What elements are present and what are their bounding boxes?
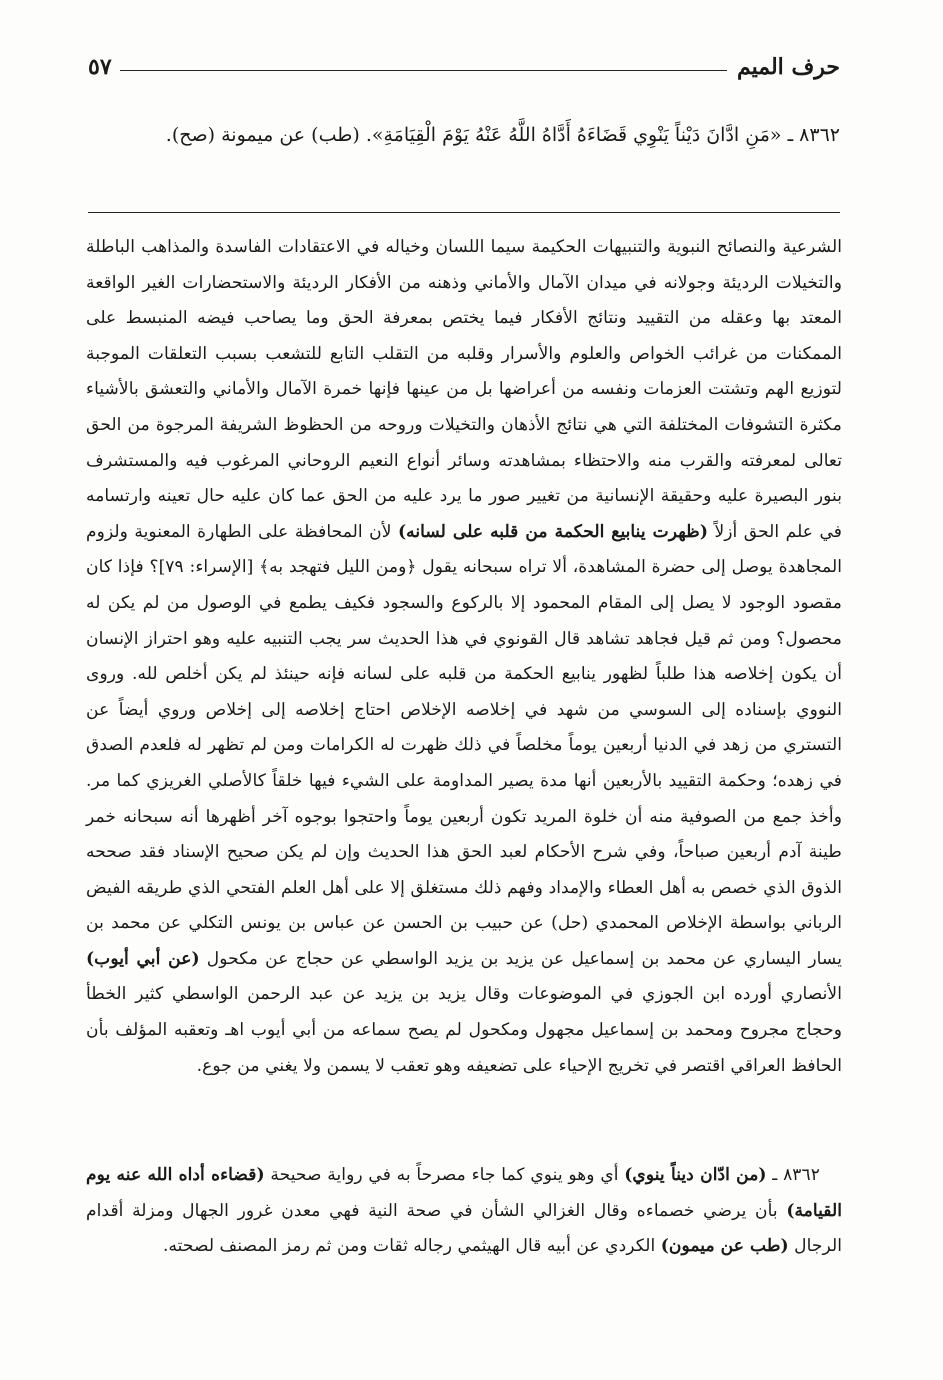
commentary-lemma: (عن أبي أيوب) bbox=[86, 948, 200, 969]
commentary-current bbox=[86, 1158, 842, 1265]
header-rule bbox=[120, 70, 727, 71]
commentary-previous bbox=[86, 230, 842, 1084]
hadith-number: ٨٣٦٢ ـ bbox=[787, 124, 840, 146]
commentary-lemma: (من ادّان ديناً ينوي) bbox=[624, 1165, 767, 1185]
running-header bbox=[88, 50, 840, 84]
hadith-source: (طب) عن ميمونة (صح). bbox=[165, 124, 360, 146]
commentary-text: الأنصاري أورده ابن الجوزي في الموضوعات وقال يزيد بن يزيد عن عبد الرحمن الواسطي كثير الخطأ وحجاج مجروح ومحمد بن إسماعيل مجهول ومكحول لم يصح سماعه من أبي أيوب اهـ وتعقبه المؤلف بأن الحافظ العراقي اقتصر في تخريج الإحياء على تضعيفه وهو تعقب لا يسمن ولا يغني من جوع. bbox=[86, 984, 842, 1076]
commentary-text: الشرعية والنصائح النبوية والتنبيهات الحكيمة سيما اللسان وخياله في الاعتقادات الفاسدة والمذاهب الباطلة والتخيلات الرديئة وجولانه في ميدان الآمال والأماني وذهنه من الأفكار الرديئة والاستحضارات الغير الواقعة المعتد بها وعقله من التقييد ونتائج الأفكار فيما يختص بمعرفة الحق وما يصاحب فيضه المنبسط على الممكنات من غرائب الخواص والعلوم والأسرار وقلبه من التقلب التابع للتشعب بسبب التعلقات الموجبة لتوزيع الهم وتشتت العزمات ونفسه من أعراضها بل من عينها فإنها خمرة الآمال والأماني والتعشق بالأشياء مكثرة التشوفات المختلفة التي هي نتائج الأذهان والتخيلات وروحه من الحظوظ الشريفة المرجوة من الحق تعالى لمعرفته والقرب منه والاحتظاء بمشاهدته وسائر أنواع النعيم الروحاني المرغوب فيه والمستشرف بنور البصيرة عليه وحقيقة الإنسانية من تغيير صور ما يرد عليه من الحق عما كان عليه حال تعينه وارتسامه في علم الحق أزلاً bbox=[86, 237, 842, 542]
commentary-lemma: (قضاءه أداه الله عنه يوم القيامة) bbox=[86, 1165, 842, 1221]
commentary-lemma: (طب عن ميمون) bbox=[660, 1236, 789, 1257]
commentary-text: بأن يرضي خصماءه وقال الغزالي الشأن في صحة النية فهي معدن غرور الجهال ومزلة أقدام الرجال bbox=[86, 1200, 842, 1257]
commentary-lemma: (ظهرت ينابيع الحكمة من قلبه على لسانه) bbox=[397, 521, 708, 542]
chapter-title: حرف الميم bbox=[736, 54, 840, 80]
commentary-text: لأن المحافظة على الطهارة المعنوية ولزوم المجاهدة يوصل إلى حضرة المشاهدة، ألا تراه سبحانه يقول ﴿ومن الليل فتهجد به﴾ [الإسراء: ٧٩]؟ فإذا كان مقصود الوجود لا يصل إلى المقام المحمود إلا بالركوع والسجود فكيف يطمع في الوصول من لم يكن له محصول؟ ومن ثم قيل فجاهد تشاهد قال القونوي في هذا الحديث سر يجب التنبيه عليه وهو احتراز الإنسان أن يكون إخلاصه هذا طلباً لظهور ينابيع الحكمة من قلبه على لسانه فإنه حينئذ لم يكن أخلص لله. وروى النووي بإسناده إلى السوسي من شهد في إخلاصه الإخلاص احتاج إخلاصه إلى إخلاص وروي أيضاً عن التستري من زهد في الدنيا أربعين يوماً مخلصاً في ذلك ظهرت له الكرامات ومن لم تظهر له فلعدم الصدق في زهده؛ وحكمة التقييد بالأربعين أنها مدة يصير المداومة على الشيء فيها خلقاً كالأصلي الغريزي كما مر. وأخذ جمع من الصوفية منه أن خلوة المريد تكون أربعين يوماً واحتجوا بوجوه آخر أظهرها أنه سبحانه خمر طينة آدم أربعين صباحاً، وفي شرح الأحكام لعبد الحق هذا الحديث وإن لم يكن صحيح الإسناد فقد صححه الذوق الذي خصص به أهل العطاء والإمداد وفهم ذلك مستغلق إلا على أهل العلم الفتحي الذي طريقه الفيض الرباني بواسطة الإخلاص المحمدي (حل) عن حبيب بن الحسن عن عباس بن يونس التكلي عن محمد بن يسار اليساري عن محمد بن إسماعيل عن يزيد بن يزيد الواسطي عن حجاج عن مكحول bbox=[86, 521, 842, 969]
page-number: ٥٧ bbox=[88, 54, 112, 80]
commentary-number: ٨٣٦٢ ـ bbox=[772, 1165, 820, 1185]
footnote-separator bbox=[88, 212, 840, 213]
hadith-quote: «مَنِ ادَّانَ دَيْناً يَنْوِي قَضَاءَهُ أَدَّاهُ اللَّهُ عَنْهُ يَوْمَ الْقِيَامَةِ». bbox=[365, 124, 782, 146]
commentary-text: الكردي عن أبيه قال الهيثمي رجاله ثقات ومن ثم رمز المصنف لصحته. bbox=[162, 1236, 656, 1257]
hadith-text bbox=[88, 112, 840, 159]
commentary-text: أي وهو ينوي كما جاء مصرحاً به في رواية صحيحة bbox=[270, 1165, 619, 1185]
